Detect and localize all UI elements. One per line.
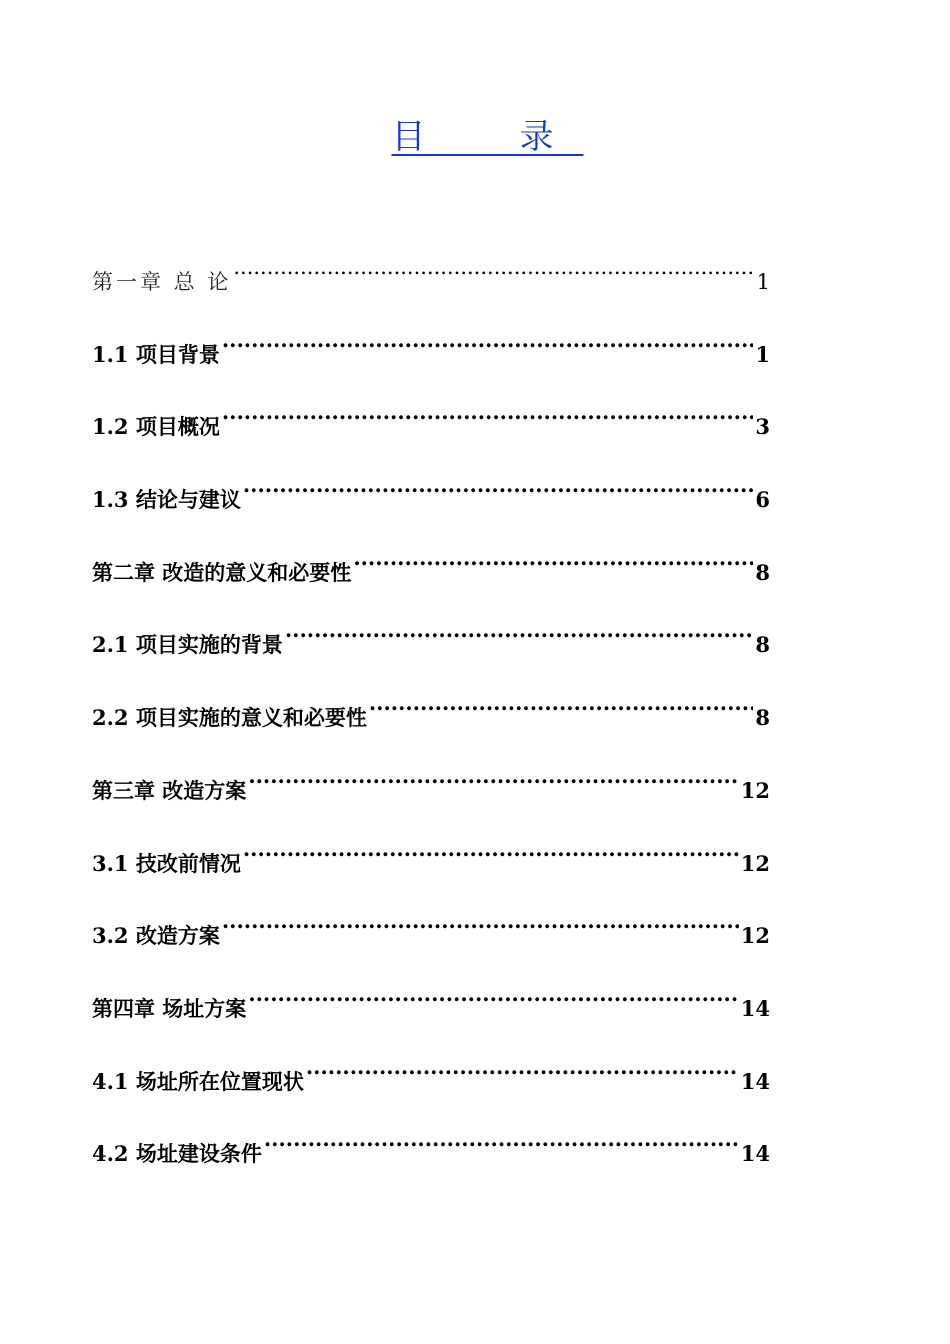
toc-entry-text: 3.2 改造方案: [92, 923, 220, 949]
toc-page-number: 1: [756, 270, 770, 294]
toc-entry-text: 第四章 场址方案: [92, 995, 247, 1021]
toc-entry[interactable]: [92, 972, 770, 1045]
toc-leader-dots: [243, 463, 754, 507]
toc-leader-dots: [285, 608, 754, 652]
toc-page-number: 12: [740, 923, 770, 949]
toc-leader-dots: [222, 899, 739, 943]
toc-page-number: 14: [740, 995, 770, 1021]
toc-entry-text: 第一章 总 论: [92, 270, 232, 294]
toc-entry[interactable]: [92, 318, 770, 391]
toc-leader-dots: [222, 390, 754, 434]
toc-page-number: 8: [755, 632, 770, 658]
toc-leader-dots: [248, 754, 738, 798]
table-of-contents: [92, 245, 770, 1190]
toc-entry-text: 1.2 项目概况: [92, 414, 220, 440]
toc-page-number: 1: [755, 341, 770, 367]
toc-entry-text: 4.2 场址建设条件: [92, 1141, 262, 1167]
toc-leader-dots: [369, 681, 754, 725]
toc-entry[interactable]: [92, 754, 770, 827]
toc-page-number: 12: [740, 777, 770, 803]
toc-page-number: 8: [755, 559, 770, 585]
toc-leader-dots: [233, 245, 754, 289]
toc-entry[interactable]: [92, 1045, 770, 1118]
toc-entry-text: 1.1 项目背景: [92, 341, 220, 367]
toc-page-number: 14: [740, 1068, 770, 1094]
toc-page-number: 14: [740, 1141, 770, 1167]
toc-entry-text: 1.3 结论与建议: [92, 487, 241, 513]
toc-leader-dots: [243, 827, 739, 871]
toc-entry-text: 第二章 改造的意义和必要性: [92, 559, 352, 585]
toc-entry-text: 2.2 项目实施的意义和必要性: [92, 705, 367, 731]
toc-page-number: 8: [755, 705, 770, 731]
toc-leader-dots: [222, 318, 754, 362]
toc-leader-dots: [248, 972, 738, 1016]
toc-entry[interactable]: [92, 681, 770, 754]
toc-title[interactable]: 目 录: [391, 117, 584, 157]
toc-leader-dots: [353, 536, 753, 580]
toc-leader-dots: [306, 1045, 739, 1089]
toc-entry-text: 2.1 项目实施的背景: [92, 632, 283, 658]
toc-entry-text: 4.1 场址所在位置现状: [92, 1068, 304, 1094]
toc-page-number: 6: [755, 487, 770, 513]
toc-entry[interactable]: [92, 899, 770, 972]
toc-page-number: 12: [740, 850, 770, 876]
toc-entry[interactable]: [92, 536, 770, 609]
toc-leader-dots: [264, 1117, 739, 1161]
toc-entry[interactable]: [92, 390, 770, 463]
toc-entry[interactable]: [92, 827, 770, 900]
toc-entry[interactable]: [92, 608, 770, 681]
toc-entry-text: 第三章 改造方案: [92, 777, 247, 803]
toc-entry[interactable]: [92, 245, 770, 318]
toc-page-number: 3: [755, 414, 770, 440]
toc-entry-text: 3.1 技改前情况: [92, 850, 241, 876]
toc-entry[interactable]: [92, 463, 770, 536]
toc-entry[interactable]: [92, 1117, 770, 1190]
